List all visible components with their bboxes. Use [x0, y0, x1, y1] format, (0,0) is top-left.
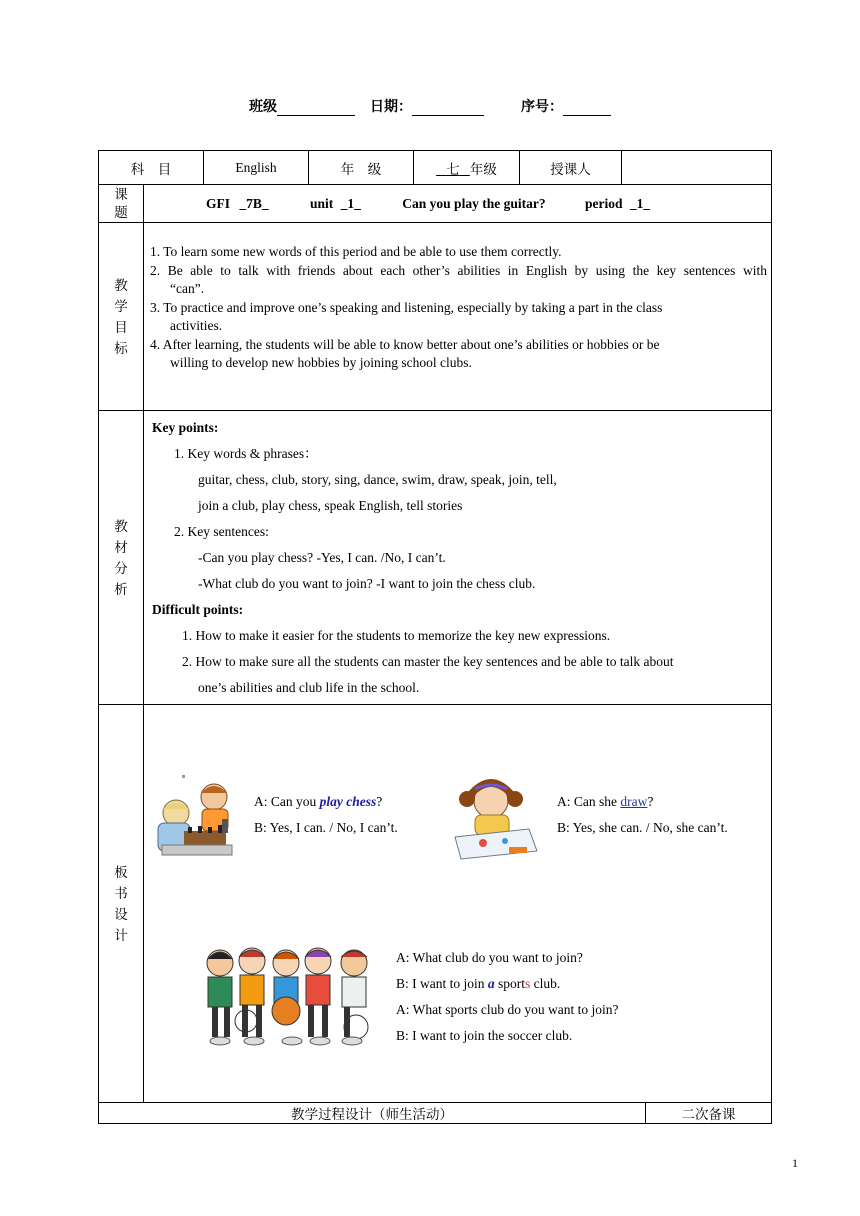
draw-keyword: draw: [620, 794, 648, 809]
second-prep-header: 二次备课: [646, 1103, 772, 1124]
key-points-title: Key points:: [152, 420, 219, 435]
analysis-label: 教 材 分 析: [99, 411, 144, 705]
board-content: [144, 705, 772, 1103]
article-a-keyword: a: [487, 976, 495, 991]
period-value: 1: [636, 195, 644, 211]
objective-item: activities.: [170, 318, 223, 333]
gfi-label: GFI: [206, 195, 231, 211]
gfi-value: 7B: [246, 195, 262, 211]
objective-item: 2. Be able to talk with friends about each other’s abilities in English by using the key sentences with: [150, 262, 767, 278]
topic-label: 课 题: [99, 185, 144, 223]
objectives-label: 教 学 目 标: [99, 223, 144, 411]
date-blank: [412, 99, 484, 116]
dialogue2-question: A: Can she draw?: [557, 794, 654, 809]
class-label: 班级: [249, 100, 277, 115]
seq-label: 序号：: [521, 100, 563, 115]
key-sentence-line: -Can you play chess? -Yes, I can. /No, I can’t.: [198, 550, 446, 565]
process-design-header: 教学过程设计（师生活动）: [99, 1103, 646, 1124]
key-points-item: 2. Key sentences:: [174, 524, 269, 539]
period-label: period: [584, 195, 623, 211]
key-phrases-line: join a club, play chess, speak English, tell stories: [198, 498, 463, 513]
difficult-point-item: 1. How to make it easier for the students to memorize the key new expressions.: [182, 628, 611, 643]
unit-value: 1: [347, 195, 355, 211]
sports-kids-picture: [206, 941, 384, 1047]
grade-cell: [414, 151, 520, 185]
class-blank: [277, 99, 355, 116]
dialogue3-question2: A: What sports club do you want to join?: [396, 1002, 619, 1017]
objective-item: 1. To learn some new words of this period and be able to use them correctly.: [150, 244, 562, 259]
page-number: 1: [792, 1156, 798, 1170]
objective-item: 3. To practice and improve one’s speaking and listening, especially by taking a part in the class: [150, 299, 663, 315]
info-row: [99, 151, 772, 185]
topic-title: Can you play the guitar?: [402, 195, 546, 211]
analysis-content: [144, 411, 772, 705]
dialogue3-answer: B: I want to join a sports club.: [396, 976, 561, 991]
objective-item: “can”.: [170, 281, 205, 296]
teacher-label: 授课人: [520, 151, 622, 185]
seq-blank: [563, 99, 611, 116]
subject-label: 科 目: [99, 151, 204, 185]
boys-playing-chess-picture: [152, 775, 244, 859]
dialogue3-answer2: B: I want to join the soccer club.: [396, 1028, 573, 1043]
difficult-point-item: 2. How to make sure all the students can master the key sentences and be able to talk about: [182, 654, 674, 669]
dialogue1-answer: B: Yes, I can. / No, I can’t.: [254, 820, 398, 835]
board-row: [99, 705, 772, 1103]
plural-s-keyword: s: [525, 976, 531, 991]
unit-label: unit: [310, 195, 334, 211]
topic-row: [99, 185, 772, 223]
grade-value: 七: [446, 161, 460, 177]
document-header: [0, 96, 860, 116]
dialogue3-question: A: What club do you want to join?: [396, 950, 583, 965]
dialogue2-answer: B: Yes, she can. / No, she can’t.: [557, 820, 728, 835]
dialogue1-question: A: Can you play chess?: [254, 794, 383, 809]
topic-content: [144, 185, 772, 223]
objectives-row: [99, 223, 772, 411]
process-header-row: [99, 1103, 772, 1124]
difficult-points-title: Difficult points:: [152, 602, 244, 617]
objectives-content: [144, 223, 772, 411]
analysis-row: [99, 411, 772, 705]
objective-item: willing to develop new hobbies by joining school clubs.: [170, 355, 472, 370]
play-chess-keyword: play chess: [319, 794, 377, 809]
board-label: 板 书 设 计: [99, 705, 144, 1103]
teacher-value: [622, 151, 772, 185]
key-points-item: 1. Key words & phrases：: [174, 446, 318, 461]
key-sentence-line: -What club do you want to join? -I want to join the chess club.: [198, 576, 536, 591]
objective-item: 4. After learning, the students will be able to know better about one’s abilities or hobbies or be: [150, 336, 660, 352]
difficult-point-cont: one’s abilities and club life in the school.: [198, 680, 420, 695]
grade-label: 年 级: [309, 151, 414, 185]
key-words-line: guitar, chess, club, story, sing, dance, swim, draw, speak, join, tell,: [198, 472, 557, 487]
grade-suffix: 年级: [469, 161, 497, 177]
date-label: 日期：: [370, 100, 412, 115]
subject-value: English: [204, 151, 309, 185]
lesson-plan-table: [98, 150, 772, 1124]
girl-drawing-picture: [449, 777, 545, 867]
